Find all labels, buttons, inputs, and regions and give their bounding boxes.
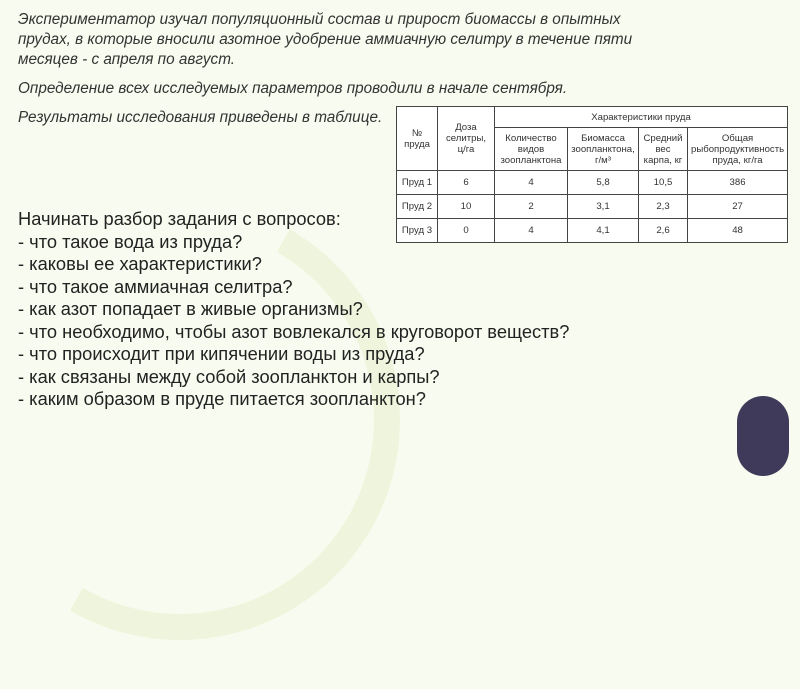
question-item: - что происходит при кипячении воды из пруда?	[18, 343, 425, 364]
decorative-pill	[737, 396, 789, 476]
question-item: - что такое вода из пруда?	[18, 230, 243, 252]
header-biomass: Биомасса зоопланктона, г/м³	[568, 128, 639, 171]
cell: 0	[438, 219, 495, 243]
cell: 3,1	[568, 195, 639, 219]
cell: 10	[438, 195, 495, 219]
cell: 2,3	[639, 195, 688, 219]
table-row	[397, 171, 788, 195]
cell: 386	[688, 171, 788, 195]
cell: 2	[495, 195, 568, 219]
cell: 2,6	[639, 219, 688, 243]
cell: 6	[438, 171, 495, 195]
cell: 5,8	[568, 171, 639, 195]
header-pond: № пруда	[397, 107, 438, 171]
question-item: - что такое аммиачная селитра?	[18, 275, 293, 297]
question-heading: Начинать разбор задания с вопросов:	[18, 208, 341, 229]
cell: 10,5	[639, 171, 688, 195]
question-list	[18, 208, 569, 411]
header-carp-weight: Средний вес карпа, кг	[639, 128, 688, 171]
cell: 4	[495, 219, 568, 243]
intro-paragraph: Результаты исследования приведены в таблице.	[18, 109, 383, 126]
cell: Пруд 1	[397, 171, 438, 195]
question-item: - каковы ее характеристики?	[18, 253, 262, 274]
cell: 4	[495, 171, 568, 195]
cell: 4,1	[568, 219, 639, 243]
cell: Пруд 3	[397, 219, 438, 243]
question-item: - как азот попадает в живые организмы?	[18, 298, 363, 319]
header-species: Количество видов зоопланктона	[495, 128, 568, 171]
question-item: - что необходимо, чтобы азот вовлекался в круговорот веществ?	[18, 320, 570, 342]
header-dose: Доза селитры, ц/га	[438, 107, 495, 171]
header-productivity: Общая рыбопродуктивность пруда, кг/га	[688, 128, 788, 171]
cell: Пруд 2	[397, 195, 438, 219]
intro-paragraph: Определение всех исследуемых параметров проводили в начале сентября.	[18, 80, 568, 97]
header-group: Характеристики пруда	[495, 107, 788, 128]
cell: 27	[688, 195, 788, 219]
intro-paragraph: Экспериментатор изучал популяционный состав и прирост биомассы в опытных прудах, в которые вносили азотное удобрение аммиачную селитру в течение пяти месяцев - с апреля по август.	[18, 11, 633, 68]
question-item: - каким образом в пруде питается зоопланктон?	[18, 388, 426, 409]
cell: 48	[688, 219, 788, 243]
question-item: - как связаны между собой зоопланктон и карпы?	[18, 365, 440, 387]
